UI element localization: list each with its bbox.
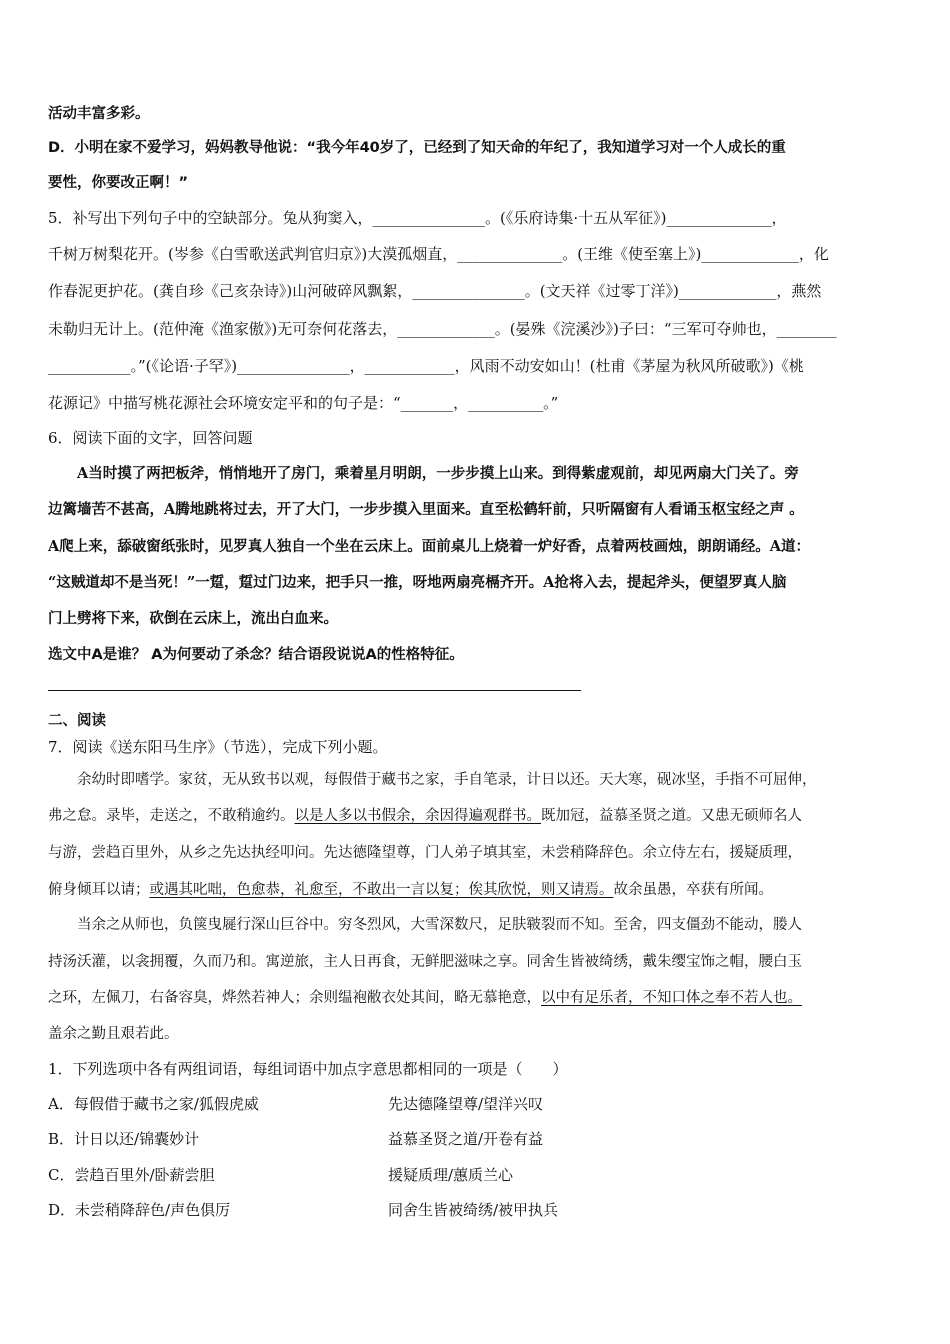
classical-passage-line: 当余之从师也，负箧曳屣行深山巨谷中。穷冬烈风，大雪深数尺，足肤皲裂而不知。至舍，四支僵劲不能动，媵人 <box>48 917 802 933</box>
question-5-line: ___________。”(《论语·子罕》)_______________，____________，风雨不动安如山！(杜甫《茅屋为秋风所破歌》)《桃 <box>48 357 804 375</box>
question-5-line: 5．补写出下列句子中的空缺部分。兔从狗窦入，_______________。(《乐府诗集·十五从军征》)______________， <box>48 209 787 227</box>
question-5-line: 未勒归无计上。(范仲淹《渔家傲》)无可奈何花落去，_____________。(晏殊《浣溪沙》)子曰：“三军可夺帅也，________ <box>48 320 837 338</box>
classical-passage-line: 持汤沃灌，以衾拥覆，久而乃和。寓逆旅，主人日再食，无鲜肥滋味之享。同舍生皆被绮绣，戴朱缨宝饰之帽，腰白玉 <box>48 954 802 970</box>
underlined-sentence: 以是人多以书假余，余因得遍观群书。 <box>294 808 541 824</box>
section-heading: 二、阅读 <box>48 713 106 729</box>
underlined-sentence: 或遇其叱咄，色愈恭，礼愈至，不敢出一言以复；俟其欣悦，则又请焉。 <box>149 882 614 898</box>
sub-question-1: 1．下列选项中各有两组词语，每组词语中加点字意思都相同的一项是（ ） <box>48 1060 568 1078</box>
option-c-tail: 活动丰富多彩。 <box>48 106 150 122</box>
classical-passage-line: 之环，左佩刀，右备容臭，烨然若神人；余则缊袍敝衣处其间，略无慕艳意，以中有足乐者，不知口体之奉不若人也。 <box>48 990 802 1006</box>
passage-line: 边篱墙苦不甚高，A腾地跳将过去，开了大门，一步步摸入里面来。直至松鹤轩前，只听隔窗有人看诵玉枢宝经之声 。 <box>48 501 804 518</box>
underlined-sentence: 以中有足乐者，不知口体之奉不若人也。 <box>541 990 802 1006</box>
option-row-c: C．尝趋百里外/卧薪尝胆 援疑质理/蕙质兰心 <box>48 1166 514 1184</box>
passage-line: “这贼道却不是当死！”一踅，踅过门边来，把手只一推，呀地两扇亮槅齐开。A抢将入去，提起斧头，便望罗真人脑 <box>48 574 787 591</box>
classical-passage-line: 俯身倾耳以请；或遇其叱咄，色愈恭，礼愈至，不敢出一言以复；俟其欣悦，则又请焉。故余虽愚，卒获有所闻。 <box>48 882 773 898</box>
question-5-line: 千树万树梨花开。(岑参《白雪歌送武判官归京》)大漠孤烟直，______________。(王维《使至塞上》)_____________，化 <box>48 245 829 263</box>
option-d-line: D．小明在家不爱学习，妈妈教导他说：“我今年40岁了，已经到了知天命的年纪了，我知道学习对一个人成长的重 <box>48 140 786 156</box>
passage-line: A当时摸了两把板斧，悄悄地开了房门，乘着星月明朗，一步步摸上山来。到得紫虚观前，却见两扇大门关了。旁 <box>48 465 799 482</box>
classical-passage-line: 弗之怠。录毕，走送之，不敢稍逾约。以是人多以书假余，余因得遍观群书。既加冠，益慕圣贤之道。又患无硕师名人 <box>48 808 802 824</box>
classical-passage-line: 与游，尝趋百里外，从乡之先达执经叩问。先达德隆望尊，门人弟子填其室，未尝稍降辞色。余立侍左右，援疑质理， <box>48 845 802 861</box>
question-5-line: 作春泥更护花。(龚自珍《己亥杂诗》)山河破碎风飘絮，_______________。(文天祥《过零丁洋》)_____________，燕然 <box>48 282 822 300</box>
option-row-a: A．每假借于藏书之家/狐假虎威 先达德隆望尊/望洋兴叹 <box>48 1095 544 1113</box>
option-d-line: 要性，你要改正啊！” <box>48 175 189 191</box>
option-row-d: D．未尝稍降辞色/声色俱厉 同舍生皆被绮绣/被甲执兵 <box>48 1201 559 1219</box>
classical-passage-line: 余幼时即嗜学。家贫，无从致书以观，每假借于藏书之家，手自笔录，计日以还。天大寒，砚冰坚，手指不可屈伸， <box>48 772 817 788</box>
classical-passage-line: 盖余之勤且艰若此。 <box>48 1026 179 1042</box>
question-7-heading: 7．阅读《送东阳马生序》（节选），完成下列小题。 <box>48 738 388 756</box>
question-6-heading: 6．阅读下面的文字，回答问题 <box>48 429 253 447</box>
question-5-line: 花源记》中描写桃花源社会环境安定平和的句子是：“_______，__________。” <box>48 394 559 412</box>
passage-line: 门上劈将下来，砍倒在云床上，流出白血来。 <box>48 610 338 627</box>
answer-line <box>48 690 581 691</box>
question-6-prompt: 选文中A是谁？ A为何要动了杀念？结合语段说说A的性格特征。 <box>48 647 464 663</box>
passage-line: A爬上来，舔破窗纸张时，见罗真人独自一个坐在云床上。面前桌儿上烧着一炉好香，点着两枝画烛，朗朗诵经。A道： <box>48 538 810 555</box>
option-row-b: B．计日以还/锦囊妙计 益慕圣贤之道/开卷有益 <box>48 1130 544 1148</box>
